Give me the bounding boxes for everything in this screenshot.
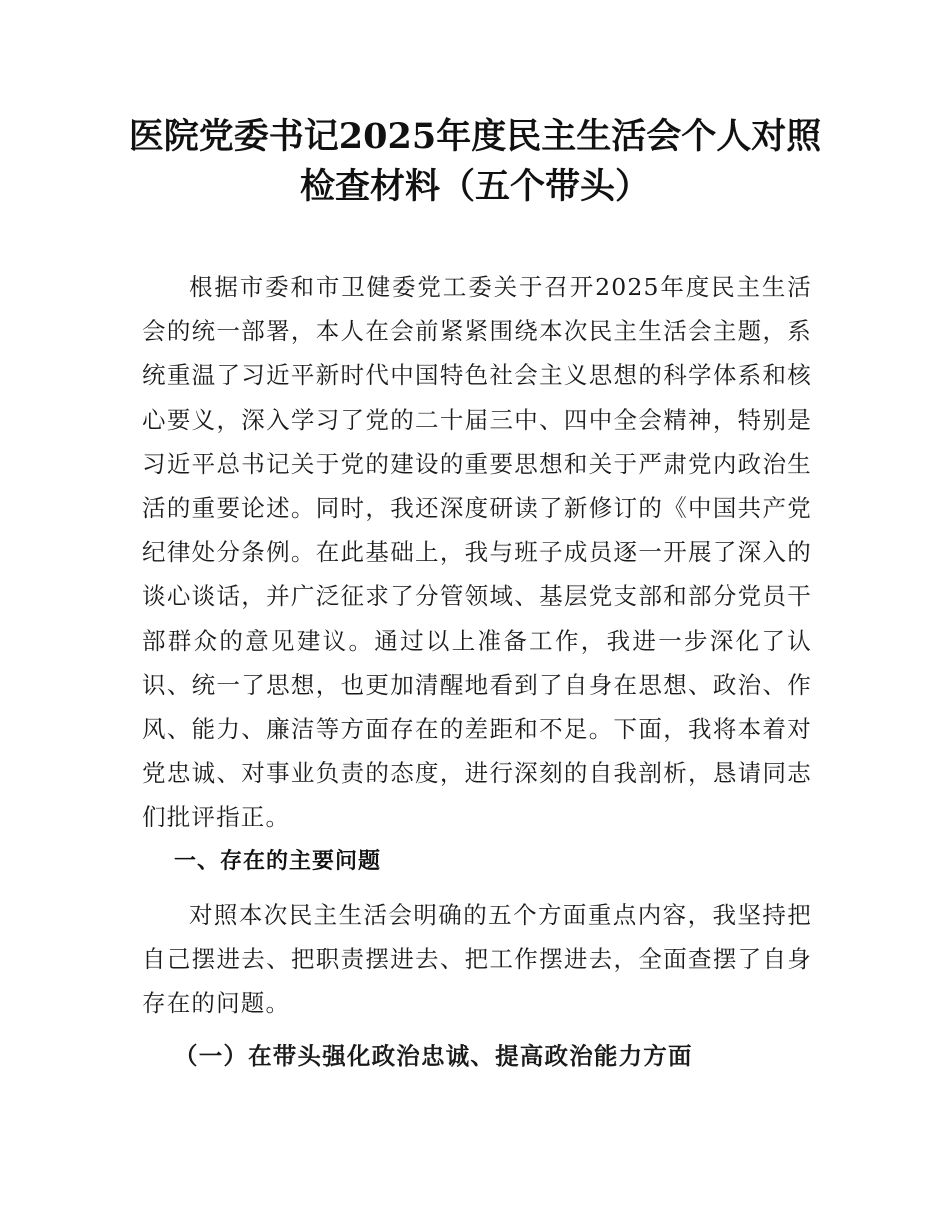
subsection-heading-political-loyalty: （一）在带头强化政治忠诚、提高政治能力方面 [174,1042,693,1070]
intro-paragraph: 根据市委和市卫健委党工委关于召开2025年度民主生活会的统一部署，本人在会前紧紧围绕本次民主生活会主题，系统重温了习近平新时代中国特色社会主义思想的科学体系和核心要义，深入学习了党的二十届三中、四中全会精神，特别是习近平总书记关于党的建设的重要思想和关于严肃党内政治生活的重要论述。同时，我还深度研读了新修订的《中国共产党纪律处分条例。在此基础上，我与班子成员逐一开展了深入的谈心谈话，并广泛征求了分管领域、基层党支部和部分党员干部群众的意见建议。通过以上准备工作，我进一步深化了认识、统一了思想，也更加清醒地看到了自身在思想、政治、作风、能力、廉洁等方面存在的差距和不足。下面，我将本着对党忠诚、对事业负责的态度，进行深刻的自我剖析，恳请同志们批评指正。 [142,273,812,832]
document-title [120,112,830,212]
title-line-2: 检查材料（五个带头） [299,166,650,207]
title-line-1: 医院党委书记2025年度民主生活会个人对照 [128,116,822,157]
section-heading-problems: 一、存在的主要问题 [174,849,382,874]
section-paragraph-problems: 对照本次民主生活会明确的五个方面重点内容，我坚持把自己摆进去、把职责摆进去、把工作摆进去，全面查摆了自身存在的问题。 [142,901,812,1018]
